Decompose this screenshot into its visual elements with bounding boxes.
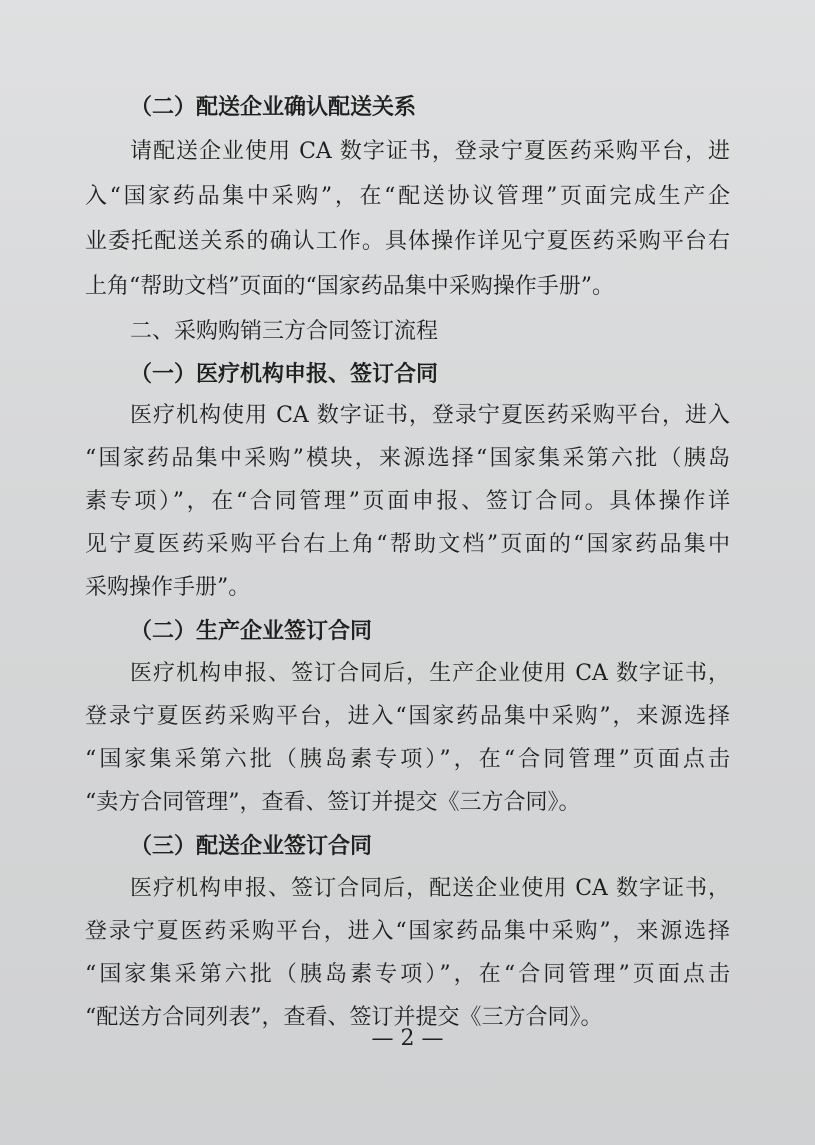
subsection-heading-medical-institution: （一）医疗机构申报、签订合同 <box>130 361 439 387</box>
paragraph-line: 素专项）”，在“合同管理”页面申报、签订合同。具体操作详 <box>85 489 730 514</box>
paragraph-line: 医疗机构申报、签订合同后，生产企业使用 CA 数字证书， <box>130 661 730 686</box>
paragraph-line: “国家药品集中采购”模块，来源选择“国家集采第六批（胰岛 <box>85 446 730 471</box>
paragraph-line: “国家集采第六批（胰岛素专项）”，在“合同管理”页面点击 <box>85 962 730 987</box>
paragraph-line: 入“国家药品集中采购”，在“配送协议管理”页面完成生产企 <box>85 184 730 209</box>
paragraph-line: “配送方合同列表”，查看、签订并提交《三方合同》。 <box>85 1005 603 1030</box>
paragraph-line: 登录宁夏医药采购平台，进入“国家药品集中采购”，来源选择 <box>85 704 730 729</box>
paragraph-line: 上角“帮助文档”页面的“国家药品集中采购操作手册”。 <box>85 274 614 299</box>
subsection-heading-distributor: （三）配送企业签订合同 <box>130 833 373 859</box>
paragraph-line: 医疗机构使用 CA 数字证书，登录宁夏医药采购平台，进入 <box>130 403 730 428</box>
paragraph-line: 采购操作手册”。 <box>85 575 251 600</box>
section-heading-contract-process: 二、采购购销三方合同签订流程 <box>130 319 439 344</box>
paragraph-line: 请配送企业使用 CA 数字证书，登录宁夏医药采购平台，进 <box>130 139 730 164</box>
page-number: — 2 — <box>371 1026 444 1051</box>
paragraph-line: 见宁夏医药采购平台右上角“帮助文档”页面的“国家药品集中 <box>85 532 730 557</box>
paragraph-line: “国家集采第六批（胰岛素专项）”，在“合同管理”页面点击 <box>85 747 730 772</box>
paragraph-line: 登录宁夏医药采购平台，进入“国家药品集中采购”，来源选择 <box>85 919 730 944</box>
section-heading-delivery-confirm: （二）配送企业确认配送关系 <box>130 94 417 120</box>
paragraph-line: 医疗机构申报、签订合同后，配送企业使用 CA 数字证书， <box>130 876 730 901</box>
paragraph-line: “卖方合同管理”，查看、签订并提交《三方合同》。 <box>85 790 581 815</box>
paragraph-line: 业委托配送关系的确认工作。具体操作详见宁夏医药采购平台右 <box>85 229 730 254</box>
subsection-heading-manufacturer: （二）生产企业签订合同 <box>130 618 373 644</box>
